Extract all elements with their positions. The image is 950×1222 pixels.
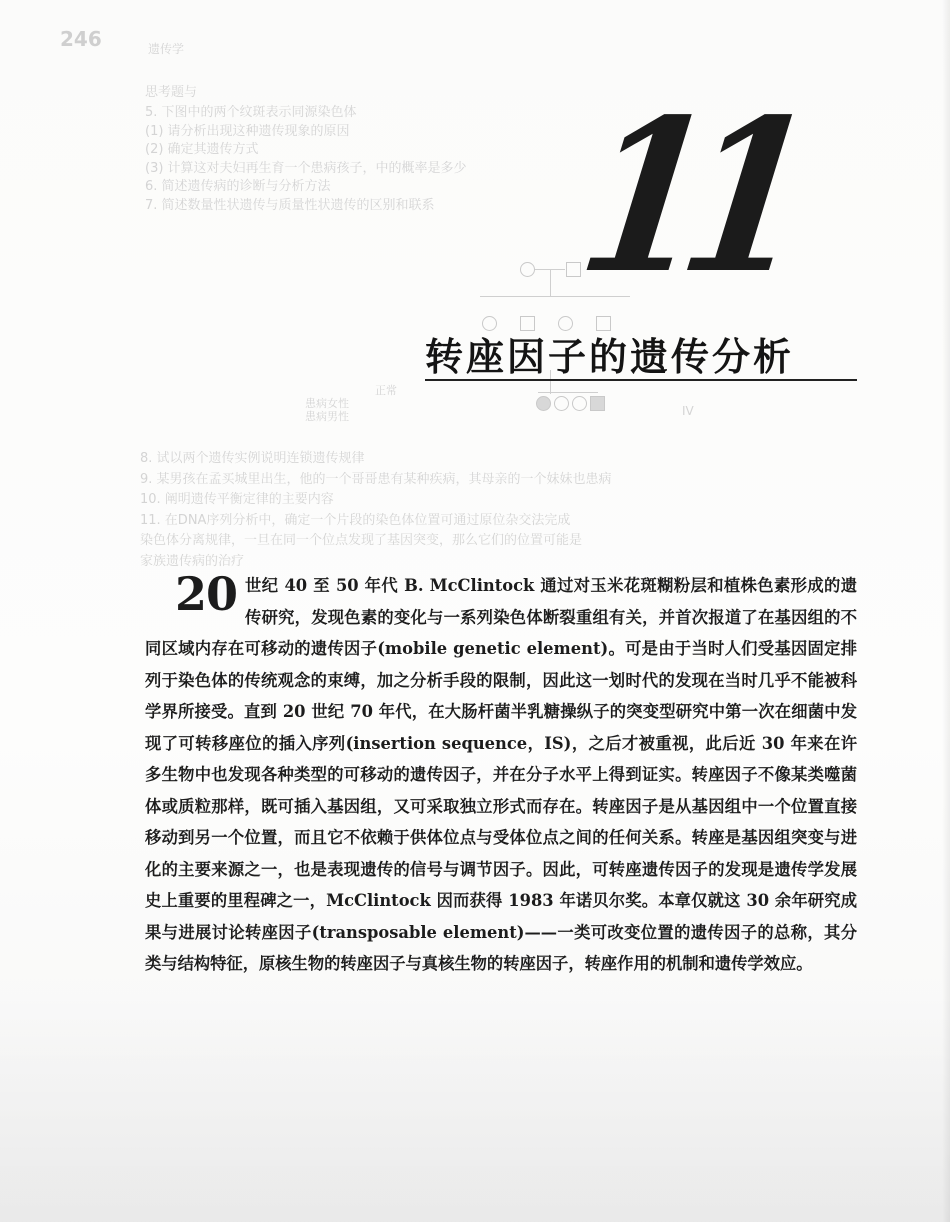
ghost-line: (3) 计算这对夫妇再生育一个患病孩子，中的概率是多少: [145, 160, 467, 176]
ghost-legend-item: 正常: [375, 384, 397, 397]
ghost-line: 7. 简述数量性状遗传与质量性状遗传的区别和联系: [145, 197, 435, 213]
ghost-line: 11. 在DNA序列分析中，确定一个片段的染色体位置可通过原位杂交法完成: [140, 512, 571, 528]
ghost-legend-item: 患病女性: [305, 397, 349, 410]
ghost-pedigree-legend: [305, 384, 397, 423]
ghost-line: 8. 试以两个遗传实例说明连锁遗传规律: [140, 451, 365, 466]
title-underline: [425, 379, 857, 381]
ghost-line: (1) 请分析出现这种遗传现象的原因: [145, 123, 350, 139]
ghost-line: (2) 确定其遗传方式: [145, 142, 259, 157]
chapter-title: 转座因子的遗传分析: [425, 334, 795, 379]
chapter-intro-paragraph: [145, 567, 857, 980]
ghost-line: 染色体分离规律，一旦在同一个位点发现了基因突变，那么它们的位置可能是: [140, 533, 583, 548]
ghost-text-block-top: [145, 104, 467, 215]
ghost-page-number: 246: [60, 27, 102, 51]
chapter-number: 11: [567, 73, 804, 320]
ghost-line: 5. 下图中的两个纹斑表示同源染色体: [145, 105, 357, 120]
ghost-generation-label: IV: [682, 404, 694, 418]
ghost-line: 6. 简述遗传病的诊断与分析方法: [145, 179, 331, 194]
intro-text: 世纪 40 至 50 年代 B. McClintock 通过对玉米花斑糊粉层和植株色素形成的遗传研究，发现色素的变化与一系列染色体断裂重组有关，并首次报道了在基因组的不同区域内存在可移动的遗传因子(mobile genetic element)。可是由于当时人们受基因固定排列于染色体的传统观念的束缚，加之分析手段的限制，因此这一划时代的发现在当时几乎不能被科学界所接受。直到 20 世纪 70 年代，在大肠杆菌半乳糖操纵子的突变型研究中第一次在细菌中发现了可转移座位的插入序列(insertion sequence，IS)，之后才被重视，此后近 30 年来在许多生物中也发现各种类型的可移动的遗传因子，并在分子水平上得到证实。转座因子不像某类噬菌体或质粒那样，既可插入基因组，又可采取独立形式而存在。转座因子是从基因组中一个位置直接移动到另一个位置，而且它不依赖于供体位点与受体位点之间的任何关系。转座是基因组突变与进化的主要来源之一，也是表现遗传的信号与调节因子。因此，可转座遗传因子的发现是遗传学发展史上重要的里程碑之一，McClintock 因而获得 1983 年诺贝尔奖。本章仅就这 30 余年研究成果与进展讨论转座因子(transposable element)——一类可改变位置的遗传因子的总称，其分类与结构特征，原核生物的转座因子与真核生物的转座因子，转座作用的机制和遗传学效应。: [145, 576, 857, 973]
ghost-question-label: 思考题与: [145, 85, 198, 100]
ghost-legend-item: 患病男性: [305, 410, 349, 423]
ghost-text-block-bottom: [140, 450, 612, 573]
drop-cap-number: 20: [175, 567, 238, 621]
page-bottom-shadow: [0, 992, 950, 1222]
ghost-line: 9. 某男孩在孟买城里出生，他的一个哥哥患有某种疾病，其母亲的一个妹妹也患病: [140, 471, 612, 487]
ghost-line: 10. 阐明遗传平衡定律的主要内容: [140, 492, 334, 507]
ghost-line: 家族遗传病的治疗: [140, 553, 245, 569]
ghost-running-header: 遗传学: [148, 42, 185, 56]
